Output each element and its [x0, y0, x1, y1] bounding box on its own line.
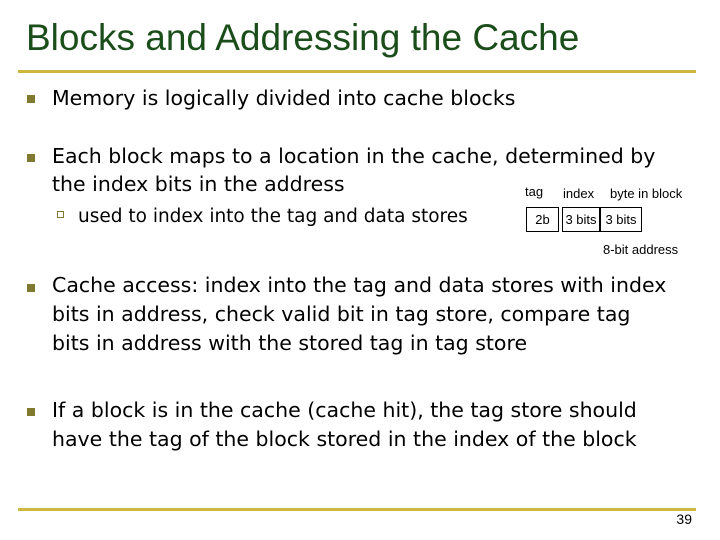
sub-bullet-marker	[57, 211, 64, 218]
tag-field-label: tag	[525, 184, 544, 199]
bullet-text: If a block is in the cache (cache hit), the tag store should	[52, 398, 637, 422]
index-field-box: 3 bits	[562, 207, 600, 232]
bullet-text: Each block maps to a location in the cache, determined by	[52, 144, 656, 168]
bullet-marker	[27, 154, 35, 162]
bullet-text: Cache access: index into the tag and data stores with index	[52, 273, 667, 297]
bullet-text: have the tag of the block stored in the index of the block	[52, 427, 637, 451]
byte-in-block-field-label: byte in block	[610, 186, 683, 201]
bullet-text: the index bits in the address	[52, 172, 345, 196]
tag-field-box: 2b	[526, 207, 559, 232]
bullet-text: bits in address, check valid bit in tag store, compare tag	[52, 302, 631, 326]
byte-in-block-field-box: 3 bits	[600, 207, 642, 232]
bullet-text: bits in address with the stored tag in tag store	[52, 331, 528, 355]
page-number: 39	[676, 511, 692, 527]
address-caption: 8-bit address	[603, 242, 679, 257]
footer-rule	[18, 508, 696, 511]
bullet-marker	[27, 95, 35, 103]
slide-title: Blocks and Addressing the Cache	[26, 17, 580, 58]
title-underline	[18, 70, 696, 73]
bullet-marker	[27, 408, 35, 416]
bullet-text: Memory is logically divided into cache blocks	[52, 86, 516, 110]
bullet-marker	[27, 284, 35, 292]
index-field-label: index	[563, 186, 595, 201]
sub-bullet-text: used to index into the tag and data stores	[78, 206, 468, 227]
